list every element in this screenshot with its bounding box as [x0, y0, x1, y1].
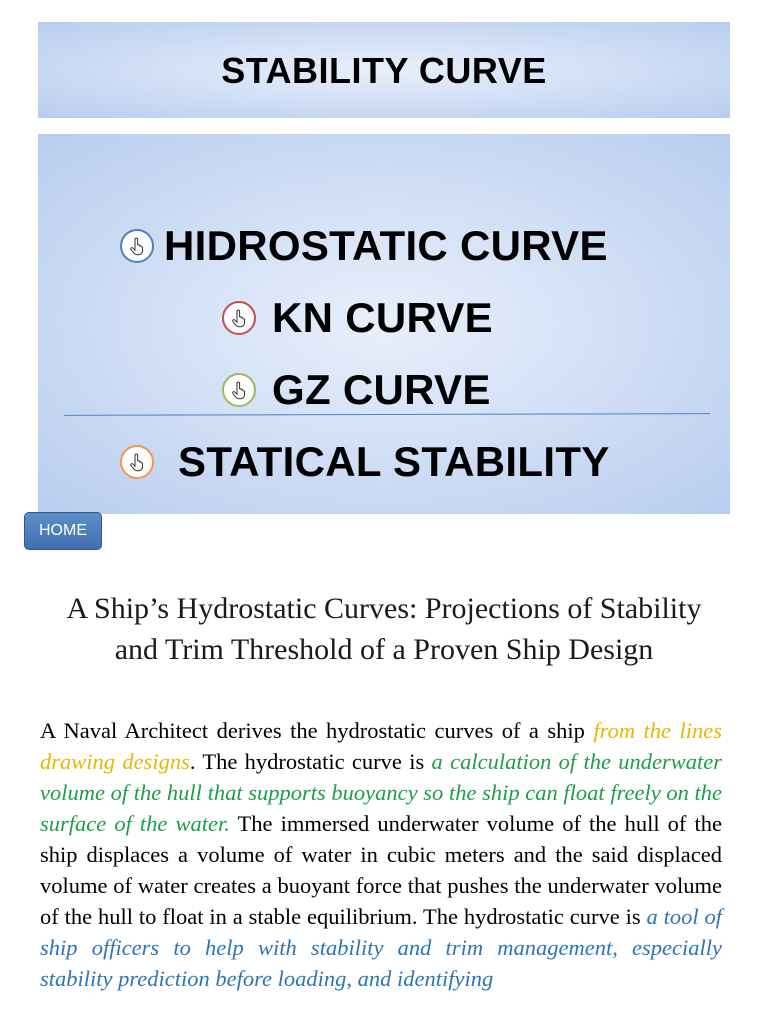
hand-pointer-icon[interactable] — [120, 229, 154, 263]
body-text-segment: . The hydrostatic curve is — [189, 749, 432, 774]
menu-item-label: GZ CURVE — [272, 366, 491, 413]
highlight-tool-text: a tool of ship officers to help with stability and trim management, especially stability prediction before loading, and identifying — [40, 904, 722, 991]
article-body — [40, 715, 722, 994]
hand-pointer-icon[interactable] — [222, 373, 256, 407]
highlight-source-text: from the lines drawing designs — [40, 718, 723, 774]
hand-pointer-icon[interactable] — [120, 445, 154, 479]
hand-pointer-icon[interactable] — [222, 301, 256, 335]
menu-item-statical-stability[interactable] — [120, 438, 610, 486]
menu-item-label: HIDROSTATIC CURVE — [164, 222, 608, 269]
menu-item-label: KN CURVE — [272, 294, 493, 341]
home-button[interactable]: HOME — [24, 512, 102, 550]
menu-item-label: STATICAL STABILITY — [178, 438, 610, 485]
body-text-segment: The immersed underwater volume of the hull of the ship displaces a volume of water in cubic meters and the said displaced volume of water creates a buoyant force that pushes the underwater volume of the hull to float in a stable equilibrium. The hydrostatic curve is — [40, 811, 722, 929]
menu-item-hidrostatic-curve[interactable] — [120, 222, 608, 270]
page-title: STABILITY CURVE — [221, 50, 547, 91]
article-title: A Ship’s Hydrostatic Curves: Projections of Stability and Trim Threshold of a Proven Ship Design — [66, 592, 702, 666]
menu-item-gz-curve[interactable] — [222, 366, 491, 414]
menu-item-kn-curve[interactable] — [222, 294, 493, 342]
highlight-definition-text: a calculation of the underwater volume of the hull that supports buoyancy so the ship can float freely on the surface of the water. — [40, 749, 722, 836]
body-text-segment: A Naval Architect derives the hydrostatic curves of a ship — [40, 718, 594, 743]
